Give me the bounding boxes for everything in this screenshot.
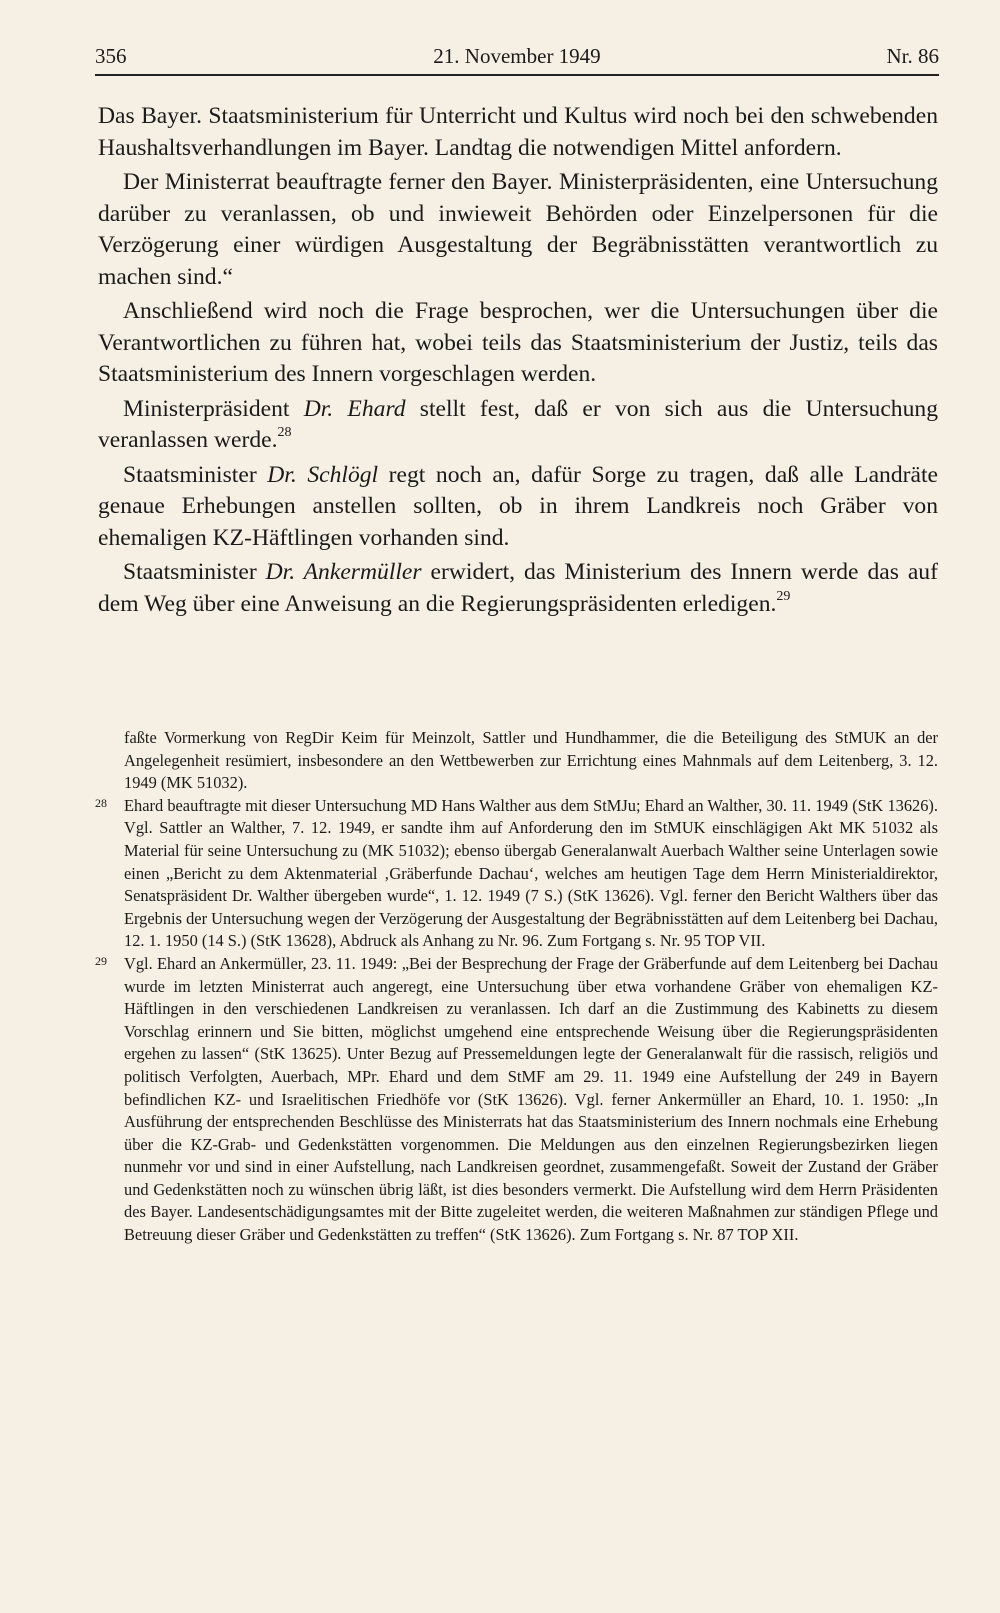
main-text [98, 101, 938, 623]
paragraph-text: stellt fest, daß er von sich aus die Untersuchung veranlassen werde. [98, 395, 938, 453]
footnote-continued [95, 727, 938, 795]
footnote-text: Vgl. Ehard an Ankermüller, 23. 11. 1949: „Bei der Besprechung der Frage der Gräberfunde auf dem Leitenberg bei Dachau wurde im letzten Ministerrat auch angeregt, eine Untersuchung über etwa vorhandene Gräber von ehemaligen KZ-Häftlingen in den verschiedenen Landkreisen zu veranlassen. Ich darf an die Zustimmung des Kabinetts zu diesem Vorschlag erinnern und Sie bitten, möglichst umgehend eine entsprechende Weisung über die Regierungspräsidenten ergehen zu lassen“ (StK 13625). Unter Bezug auf Pressemeldungen legte der Generalanwalt für die rassisch, religiös und politisch Verfolgten, Auerbach, MPr. Ehard und dem StMF am 29. 11. 1949 eine Aufstellung der 249 in Bayern befindlichen KZ- und Israelitischen Friedhöfe vor (StK 13626). Vgl. ferner Ankermüller an Ehard, 10. 1. 1950: „In Ausführung der entsprechenden Beschlüsse des Ministerrats hat das Staatsministerium des Innern nochmals eine Erhebung über die KZ-Grab- und Gedenkstätten vorgenommen. Die Meldungen aus den einzelnen Regierungsbezirken liegen nunmehr vor und sind in einer Aufstellung, nach Landkreisen geordnet, zusammengefaßt. Soweit der Zustand der Gräber und Gedenkstätten noch zu wünschen übrig läßt, ist dies besonders vermerkt. Die Aufstellung wird dem Herrn Präsidenten des Bayer. Landesentschädigungsamtes mit der Bitte zugeleitet werden, die weiteren Maßnahmen zur ständigen Pflege und Betreuung dieser Gräber und Gedenkstätten zu treffen“ (StK 13626). Zum Fortgang s. Nr. 87 TOP XII. [124, 953, 938, 1245]
header-date: 21. November 1949 [433, 44, 601, 68]
page-number: 356 [95, 44, 127, 68]
footnote-number: 28 [95, 795, 107, 810]
paragraph [98, 460, 938, 555]
document-number: Nr. 86 [886, 44, 939, 68]
paragraph [98, 394, 938, 457]
footnote-text: Ehard beauftragte mit dieser Untersuchung MD Hans Walther aus dem StMJu; Ehard an Walther, 30. 11. 1949 (StK 13626). Vgl. Sattler an Walther, 7. 12. 1949, er sandte ihm auf Anforderung den im StMUK einschlägigen Akt MK 51032 als Material für seine Untersuchung zu (MK 51032); ebenso übergab Generalanwalt Auerbach Walther seine Unterlagen sowie einen „Bericht zu dem Aktenmaterial ‚Gräberfunde Dachau‘, welches am heutigen Tage dem Herrn Ministerialdirektor, Senatspräsident Dr. Walther übergeben wurde“, 1. 12. 1949 (7 S.) (StK 13626). Vgl. ferner den Bericht Walthers über das Ergebnis der Untersuchung wegen der Verzögerung der Ausgestaltung der Begräbnisstätten auf dem Leitenberg bei Dachau, 12. 1. 1950 (14 S.) (StK 13628), Abdruck als Anhang zu Nr. 96. Zum Fortgang s. Nr. 95 TOP VII. [124, 795, 938, 951]
paragraph-text: Staatsminister [123, 461, 268, 488]
paragraph-text: erwidert, das Ministerium des Innern werde das auf dem Weg über eine Anweisung an die Regierungspräsidenten erledigen. [98, 559, 938, 617]
footnote-text: faßte Vormerkung von RegDir Keim für Meinzolt, Sattler und Hundhammer, die die Beteiligung des StMUK an der Angelegenheit resümiert, insbesondere an den Wettbewerben zur Errichtung eines Mahnmals auf dem Leitenberg, 3. 12. 1949 (MK 51032). [124, 728, 938, 793]
paragraph-text: regt noch an, dafür Sorge zu tragen, daß alle Landräte genaue Erhebungen anstellen sollten, ob in ihrem Landkreis noch Gräber von ehemaligen KZ-Häftlingen vorhanden sind. [98, 461, 938, 551]
footnote-28 [95, 795, 938, 953]
paragraph-text: Ministerpräsident [123, 395, 304, 422]
paragraph: Das Bayer. Staatsministerium für Unterricht und Kultus wird noch bei den schwebenden Haushaltsverhandlungen im Bayer. Landtag die notwendigen Mittel anfordern. [98, 103, 938, 161]
footnote-29 [95, 953, 938, 1247]
paragraph: Anschließend wird noch die Frage besprochen, wer die Untersuchungen über die Verantwortlichen zu führen hat, wobei teils das Staatsministerium der Justiz, teils das Staatsministerium des Innern vorgeschlagen werden. [98, 298, 938, 387]
paragraph [98, 557, 938, 620]
page-header [95, 40, 939, 76]
paragraph-text: Staatsminister [123, 559, 266, 585]
person-name: Dr. Ankermüller [265, 559, 422, 585]
footnote-reference[interactable]: 28 [277, 425, 292, 441]
footnotes [95, 727, 938, 1247]
footnote-reference[interactable]: 29 [776, 588, 791, 604]
person-name: Dr. Schlögl [267, 461, 379, 488]
paragraph: Der Ministerrat beauftragte ferner den Bayer. Ministerpräsidenten, eine Untersuchung darüber zu veranlassen, ob und inwieweit Behörden oder Einzelpersonen für die Verzögerung einer würdigen Ausgestaltung der Begräbnisstätten verantwortlich zu machen sind.“ [98, 169, 938, 290]
footnote-number: 29 [95, 953, 107, 968]
person-name: Dr. Ehard [303, 395, 406, 422]
